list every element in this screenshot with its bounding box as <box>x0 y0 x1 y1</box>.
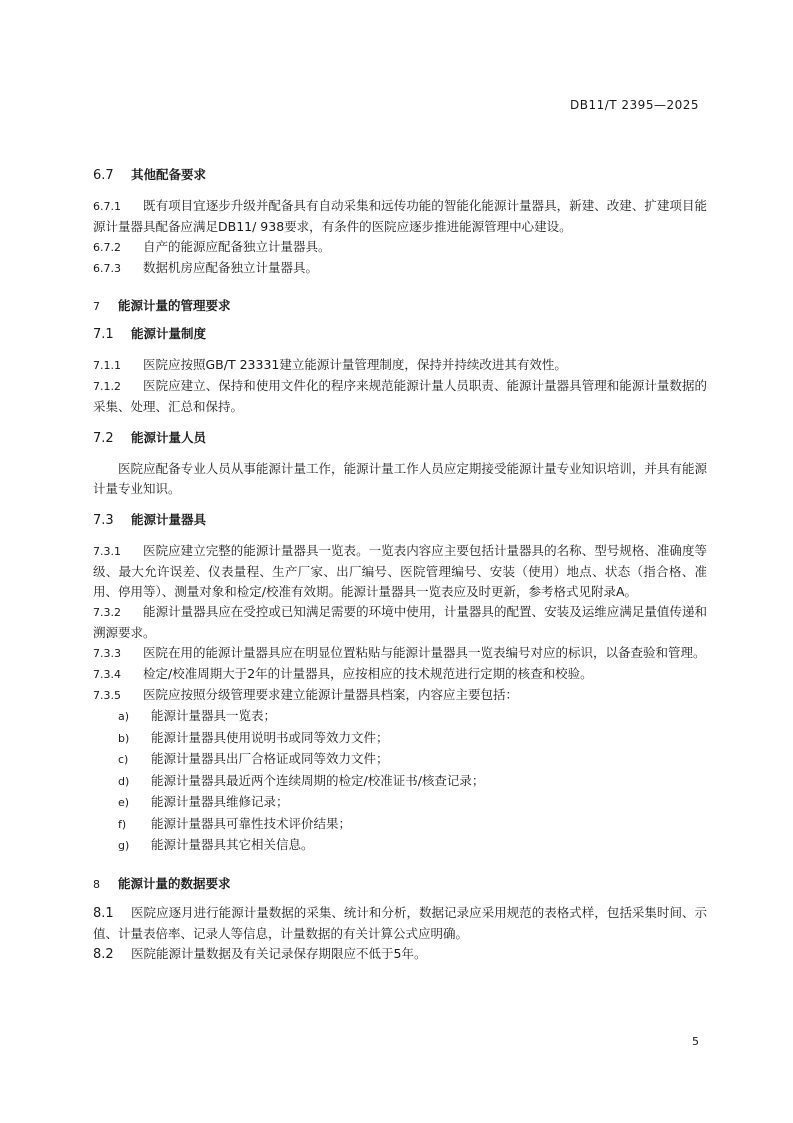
clause-text: 医院应建立完整的能源计量器具一览表。一览表内容应主要包括计量器具的名称、型号规格、准确度等级、最大允许误差、仪表量程、生产厂家、出厂编号、医院管理编号、安装（使用）地点、状态（指合格、准用、停用等）、测量对象和检定/校准有效期。能源计量器具一览表应及时更新，参考格式见附录A。 <box>93 543 707 599</box>
clause-text: 医院在用的能源计量器具应在明显位置粘贴与能源计量器具一览表编号对应的标识，以备查验和管理。 <box>143 645 706 660</box>
list-text: 能源计量器具一览表； <box>151 708 277 723</box>
list-item <box>93 706 707 728</box>
clause-7-1-2 <box>93 376 707 417</box>
section-number: 8 <box>93 877 100 891</box>
list-text: 能源计量器具维修记录； <box>151 794 289 809</box>
clause-7-3-5 <box>93 685 707 706</box>
section-title: 能源计量的数据要求 <box>118 875 231 891</box>
clause-7-3-4 <box>93 664 707 685</box>
section-number: 7.3 <box>93 513 114 528</box>
clause-number: 8.1 <box>93 905 114 921</box>
clause-number: 7.3.5 <box>93 689 121 702</box>
clause-number: 7.3.1 <box>93 545 121 558</box>
list-label: b) <box>118 731 130 745</box>
clause-number: 7.1.2 <box>93 380 121 393</box>
list-text: 能源计量器具出厂合格证或同等效力文件； <box>151 751 389 766</box>
clause-number: 7.3.4 <box>93 668 121 681</box>
list-label: d) <box>118 774 130 788</box>
list-text: 能源计量器具其它相关信息。 <box>151 837 314 852</box>
list-item <box>93 835 707 857</box>
document-body <box>93 166 707 965</box>
section-number: 6.7 <box>93 168 114 183</box>
list-label: f) <box>118 817 127 831</box>
clause-number: 7.1.1 <box>93 359 121 372</box>
section-title: 其他配备要求 <box>131 167 207 182</box>
page-number: 5 <box>692 1035 699 1048</box>
list-item <box>93 771 707 793</box>
list-label: a) <box>118 710 130 723</box>
section-number: 7 <box>93 300 100 313</box>
clause-7-3-2 <box>93 602 707 643</box>
list-text: 能源计量器具可靠性技术评价结果； <box>151 815 352 831</box>
list-item <box>93 814 707 836</box>
clause-text: 医院应逐月进行能源计量数据的采集、统计和分析，数据记录应采用规范的表格式样，包括采集时间、示值、计量表倍率、记录人等信息，计量数据的有关计算公式应明确。 <box>93 904 707 941</box>
clause-text: 医院能源计量数据及有关记录保存期限应不低于5年。 <box>131 945 427 961</box>
section-title: 能源计量的管理要求 <box>118 298 231 313</box>
clause-text: 数据机房应配备独立计量器具。 <box>143 260 319 275</box>
clause-number: 7.3.3 <box>93 647 121 660</box>
section-number: 7.1 <box>93 327 114 342</box>
list-text: 能源计量器具最近两个连续周期的检定/校准证书/核查记录； <box>151 772 485 788</box>
clause-number: 6.7.2 <box>93 241 121 254</box>
clause-number: 7.3.2 <box>93 606 121 619</box>
clause-number: 6.7.3 <box>93 262 121 275</box>
section-6-7-heading <box>93 166 707 184</box>
document-code: DB11/T 2395—2025 <box>569 98 699 112</box>
clause-7-1-1 <box>93 355 707 376</box>
section-title: 能源计量制度 <box>131 326 207 341</box>
list-label: e) <box>118 796 130 809</box>
clause-6-7-3 <box>93 258 707 279</box>
clause-text: 能源计量器具应在受控或已知满足需要的环境中使用，计量器具的配置、安装及运维应满足量值传递和溯源要求。 <box>93 604 707 640</box>
paragraph-7-2: 医院应配备专业人员从事能源计量工作，能源计量工作人员应定期接受能源计量专业知识培训，并具有能源计量专业知识。 <box>93 461 707 496</box>
list-item <box>93 728 707 750</box>
clause-text: 既有项目宜逐步升级并配备具有自动采集和远传功能的智能化能源计量器具，新建、改建、扩建项目能源计量器具配备应满足DB11/ 938要求，有条件的医院应逐步推进能源管理中心建设。 <box>93 198 707 234</box>
clause-6-7-1 <box>93 196 707 237</box>
section-title: 能源计量器具 <box>131 512 207 527</box>
list-item <box>93 749 707 771</box>
clause-7-3-1 <box>93 541 707 602</box>
clause-number: 8.2 <box>93 946 114 962</box>
list-item <box>93 792 707 814</box>
clause-text: 医院应建立、保持和使用文件化的程序来规范能源计量人员职责、能源计量器具管理和能源计量数据的采集、处理、汇总和保持。 <box>93 378 707 414</box>
clause-number: 6.7.1 <box>93 200 121 213</box>
section-8-heading <box>93 875 707 893</box>
section-7-2-heading <box>93 429 707 447</box>
clause-8-1 <box>93 903 707 944</box>
section-7-heading <box>93 297 707 315</box>
clause-text: 检定/校准周期大于2年的计量器具，应按相应的技术规范进行定期的核查和校验。 <box>143 666 593 681</box>
clause-6-7-2 <box>93 237 707 258</box>
clause-7-3-3 <box>93 643 707 664</box>
section-number: 7.2 <box>93 431 114 446</box>
clause-8-2 <box>93 944 707 965</box>
list-text: 能源计量器具使用说明书或同等效力文件； <box>151 729 389 745</box>
clause-text: 自产的能源应配备独立计量器具。 <box>143 239 331 254</box>
section-7-3-heading <box>93 511 707 529</box>
clause-text: 医院应按照GB/T 23331建立能源计量管理制度，保持并持续改进其有效性。 <box>143 357 567 372</box>
list-label: c) <box>118 753 129 766</box>
section-title: 能源计量人员 <box>131 430 207 445</box>
list-label: g) <box>118 839 130 852</box>
clause-text: 医院应按照分级管理要求建立能源计量器具档案，内容应主要包括： <box>143 687 519 702</box>
section-7-1-heading <box>93 325 707 343</box>
